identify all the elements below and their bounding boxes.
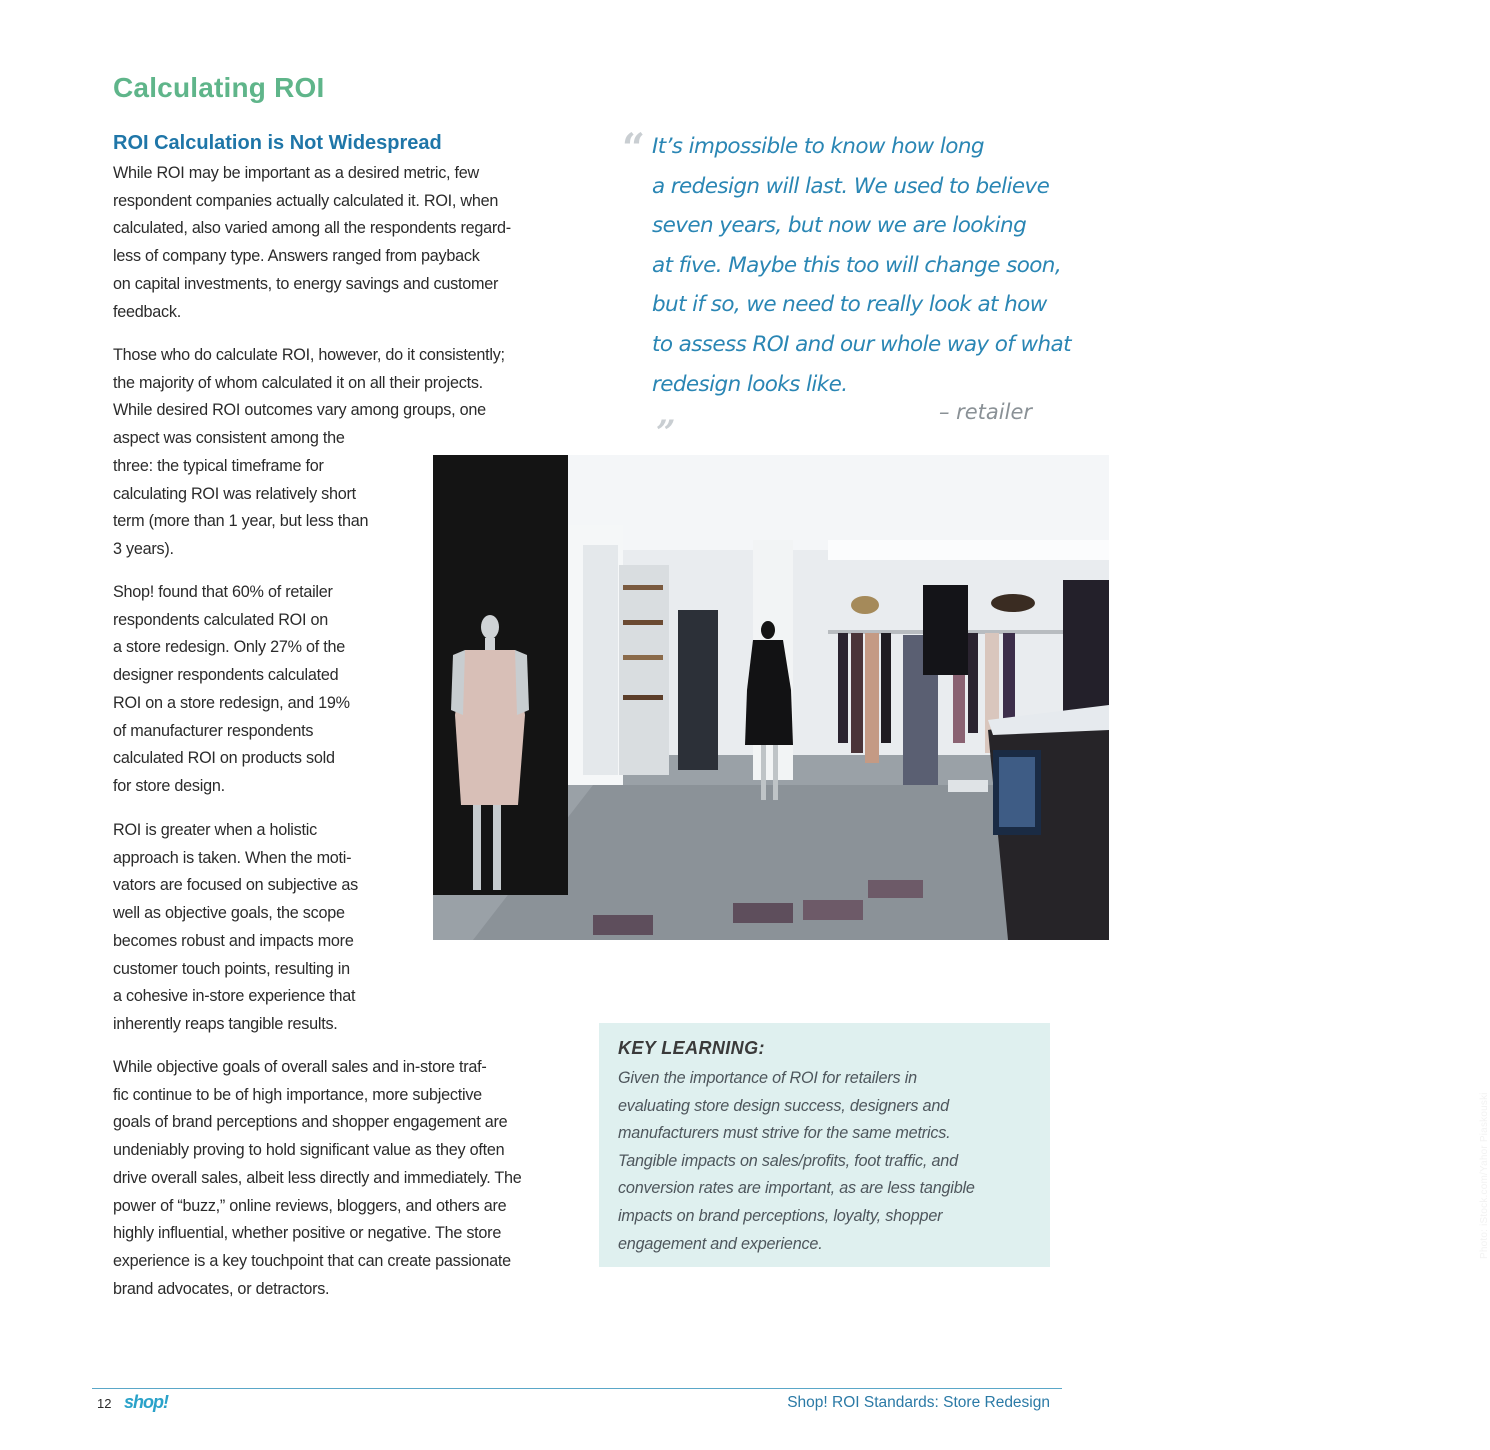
paragraph-line: well as objective goals, the scope	[113, 904, 345, 923]
paragraph-line: calculating ROI was relatively short	[113, 484, 356, 503]
paragraph-line: undeniably proving to hold significant value as they often	[113, 1141, 505, 1160]
paragraph-line: drive overall sales, albeit less directly and immediately. The	[113, 1168, 522, 1187]
quote-line: to assess ROI and our whole way of what	[652, 331, 1071, 357]
paragraph-line: term (more than 1 year, but less than	[113, 512, 369, 531]
key-learning-line: impacts on brand perceptions, loyalty, shopper	[618, 1206, 943, 1225]
paragraph-line: ROI is greater when a holistic	[113, 821, 317, 839]
paragraph-line: customer touch points, resulting in	[113, 959, 350, 978]
paragraph-line: of manufacturer respondents	[113, 721, 314, 740]
paragraph-line: three: the typical timeframe for	[113, 456, 324, 475]
paragraph-line: inherently reaps tangible results.	[113, 1014, 338, 1033]
paragraph-line: Shop! found that 60% of retailer	[113, 583, 333, 601]
paragraph-line: less of company type. Answers ranged from payback	[113, 247, 480, 266]
paragraph-line: While desired ROI outcomes vary among groups, one	[113, 401, 486, 420]
page-number: 12	[97, 1396, 112, 1411]
paragraph-3	[113, 579, 350, 801]
section-subhead: ROI Calculation is Not Widespread	[113, 132, 442, 154]
paragraph-line: 3 years).	[113, 539, 174, 558]
paragraph-line: vators are focused on subjective as	[113, 876, 358, 895]
footer-title: Shop! ROI Standards: Store Redesign	[787, 1394, 1050, 1411]
quote-line: at five. Maybe this too will change soon,	[652, 252, 1062, 278]
key-learning-line: Tangible impacts on sales/profits, foot traffic, and	[618, 1151, 958, 1170]
store-interior-illustration	[433, 455, 1109, 940]
key-learning-text	[618, 1065, 975, 1258]
photo-credit: Photo: iStock.com/Yahor Piaskouski	[1479, 1092, 1490, 1259]
paragraph-line: experience is a key touchpoint that can create passionate	[113, 1251, 511, 1270]
footer-divider	[92, 1388, 1062, 1389]
key-learning-line: evaluating store design success, designers and	[618, 1096, 949, 1115]
paragraph-line: a cohesive in-store experience that	[113, 987, 356, 1006]
paragraph-line: the majority of whom calculated it on all their projects.	[113, 373, 483, 392]
key-learning-line: Given the importance of ROI for retailers in	[618, 1069, 917, 1087]
paragraph-line: brand advocates, or detractors.	[113, 1279, 330, 1298]
paragraph-line: a store redesign. Only 27% of the	[113, 638, 346, 657]
paragraph-line: Those who do calculate ROI, however, do it consistently;	[113, 346, 505, 364]
paragraph-line: calculated ROI on products sold	[113, 749, 335, 768]
paragraph-line: ROI on a store redesign, and 19%	[113, 693, 350, 712]
paragraph-line: on capital investments, to energy savings and customer	[113, 274, 499, 293]
key-learning-line: engagement and experience.	[618, 1234, 823, 1253]
paragraph-line: respondents calculated ROI on	[113, 610, 329, 629]
paragraph-line: feedback.	[113, 302, 181, 321]
paragraph-line: calculated, also varied among all the respondents regard-	[113, 219, 511, 238]
paragraph-line: highly influential, whether positive or negative. The store	[113, 1224, 502, 1243]
quote-line: seven years, but now we are looking	[652, 213, 1027, 239]
paragraph-4	[113, 817, 358, 1039]
open-quote-icon: “	[622, 125, 646, 172]
paragraph-line: fic continue to be of high importance, more subjective	[113, 1085, 482, 1104]
quote-attribution: – retailer	[938, 400, 1032, 424]
paragraph-line: becomes robust and impacts more	[113, 931, 354, 950]
quote-line: but if so, we need to really look at how	[652, 292, 1047, 318]
page-title: Calculating ROI	[113, 72, 325, 103]
paragraph-line: designer respondents calculated	[113, 666, 339, 685]
paragraph-line: for store design.	[113, 776, 225, 795]
key-learning-line: conversion rates are important, as are less tangible	[618, 1179, 975, 1198]
paragraph-1	[113, 160, 511, 326]
key-learning-line: manufacturers must strive for the same metrics.	[618, 1124, 951, 1143]
quote-text	[652, 127, 1071, 454]
quote-line: redesign looks like.	[652, 371, 848, 397]
paragraph-line: aspect was consistent among the	[113, 429, 345, 448]
quote-line: It’s impossible to know how long	[652, 134, 984, 159]
key-learning-box	[599, 1023, 1050, 1267]
shop-logo: shop!	[124, 1392, 168, 1412]
paragraph-line: goals of brand perceptions and shopper engagement are	[113, 1113, 508, 1132]
paragraph-line: While ROI may be important as a desired metric, few	[113, 164, 479, 182]
key-learning-title: KEY LEARNING:	[618, 1038, 765, 1058]
close-quote-icon: ”	[656, 413, 675, 454]
paragraph-5	[113, 1054, 522, 1303]
paragraph-line: approach is taken. When the moti-	[113, 848, 352, 867]
paragraph-line: power of “buzz,” online reviews, bloggers, and others are	[113, 1196, 507, 1215]
paragraph-line: While objective goals of overall sales and in-store traf-	[113, 1058, 487, 1076]
quote-line: a redesign will last. We used to believe	[652, 173, 1050, 199]
paragraph-line: respondent companies actually calculated it. ROI, when	[113, 191, 499, 210]
